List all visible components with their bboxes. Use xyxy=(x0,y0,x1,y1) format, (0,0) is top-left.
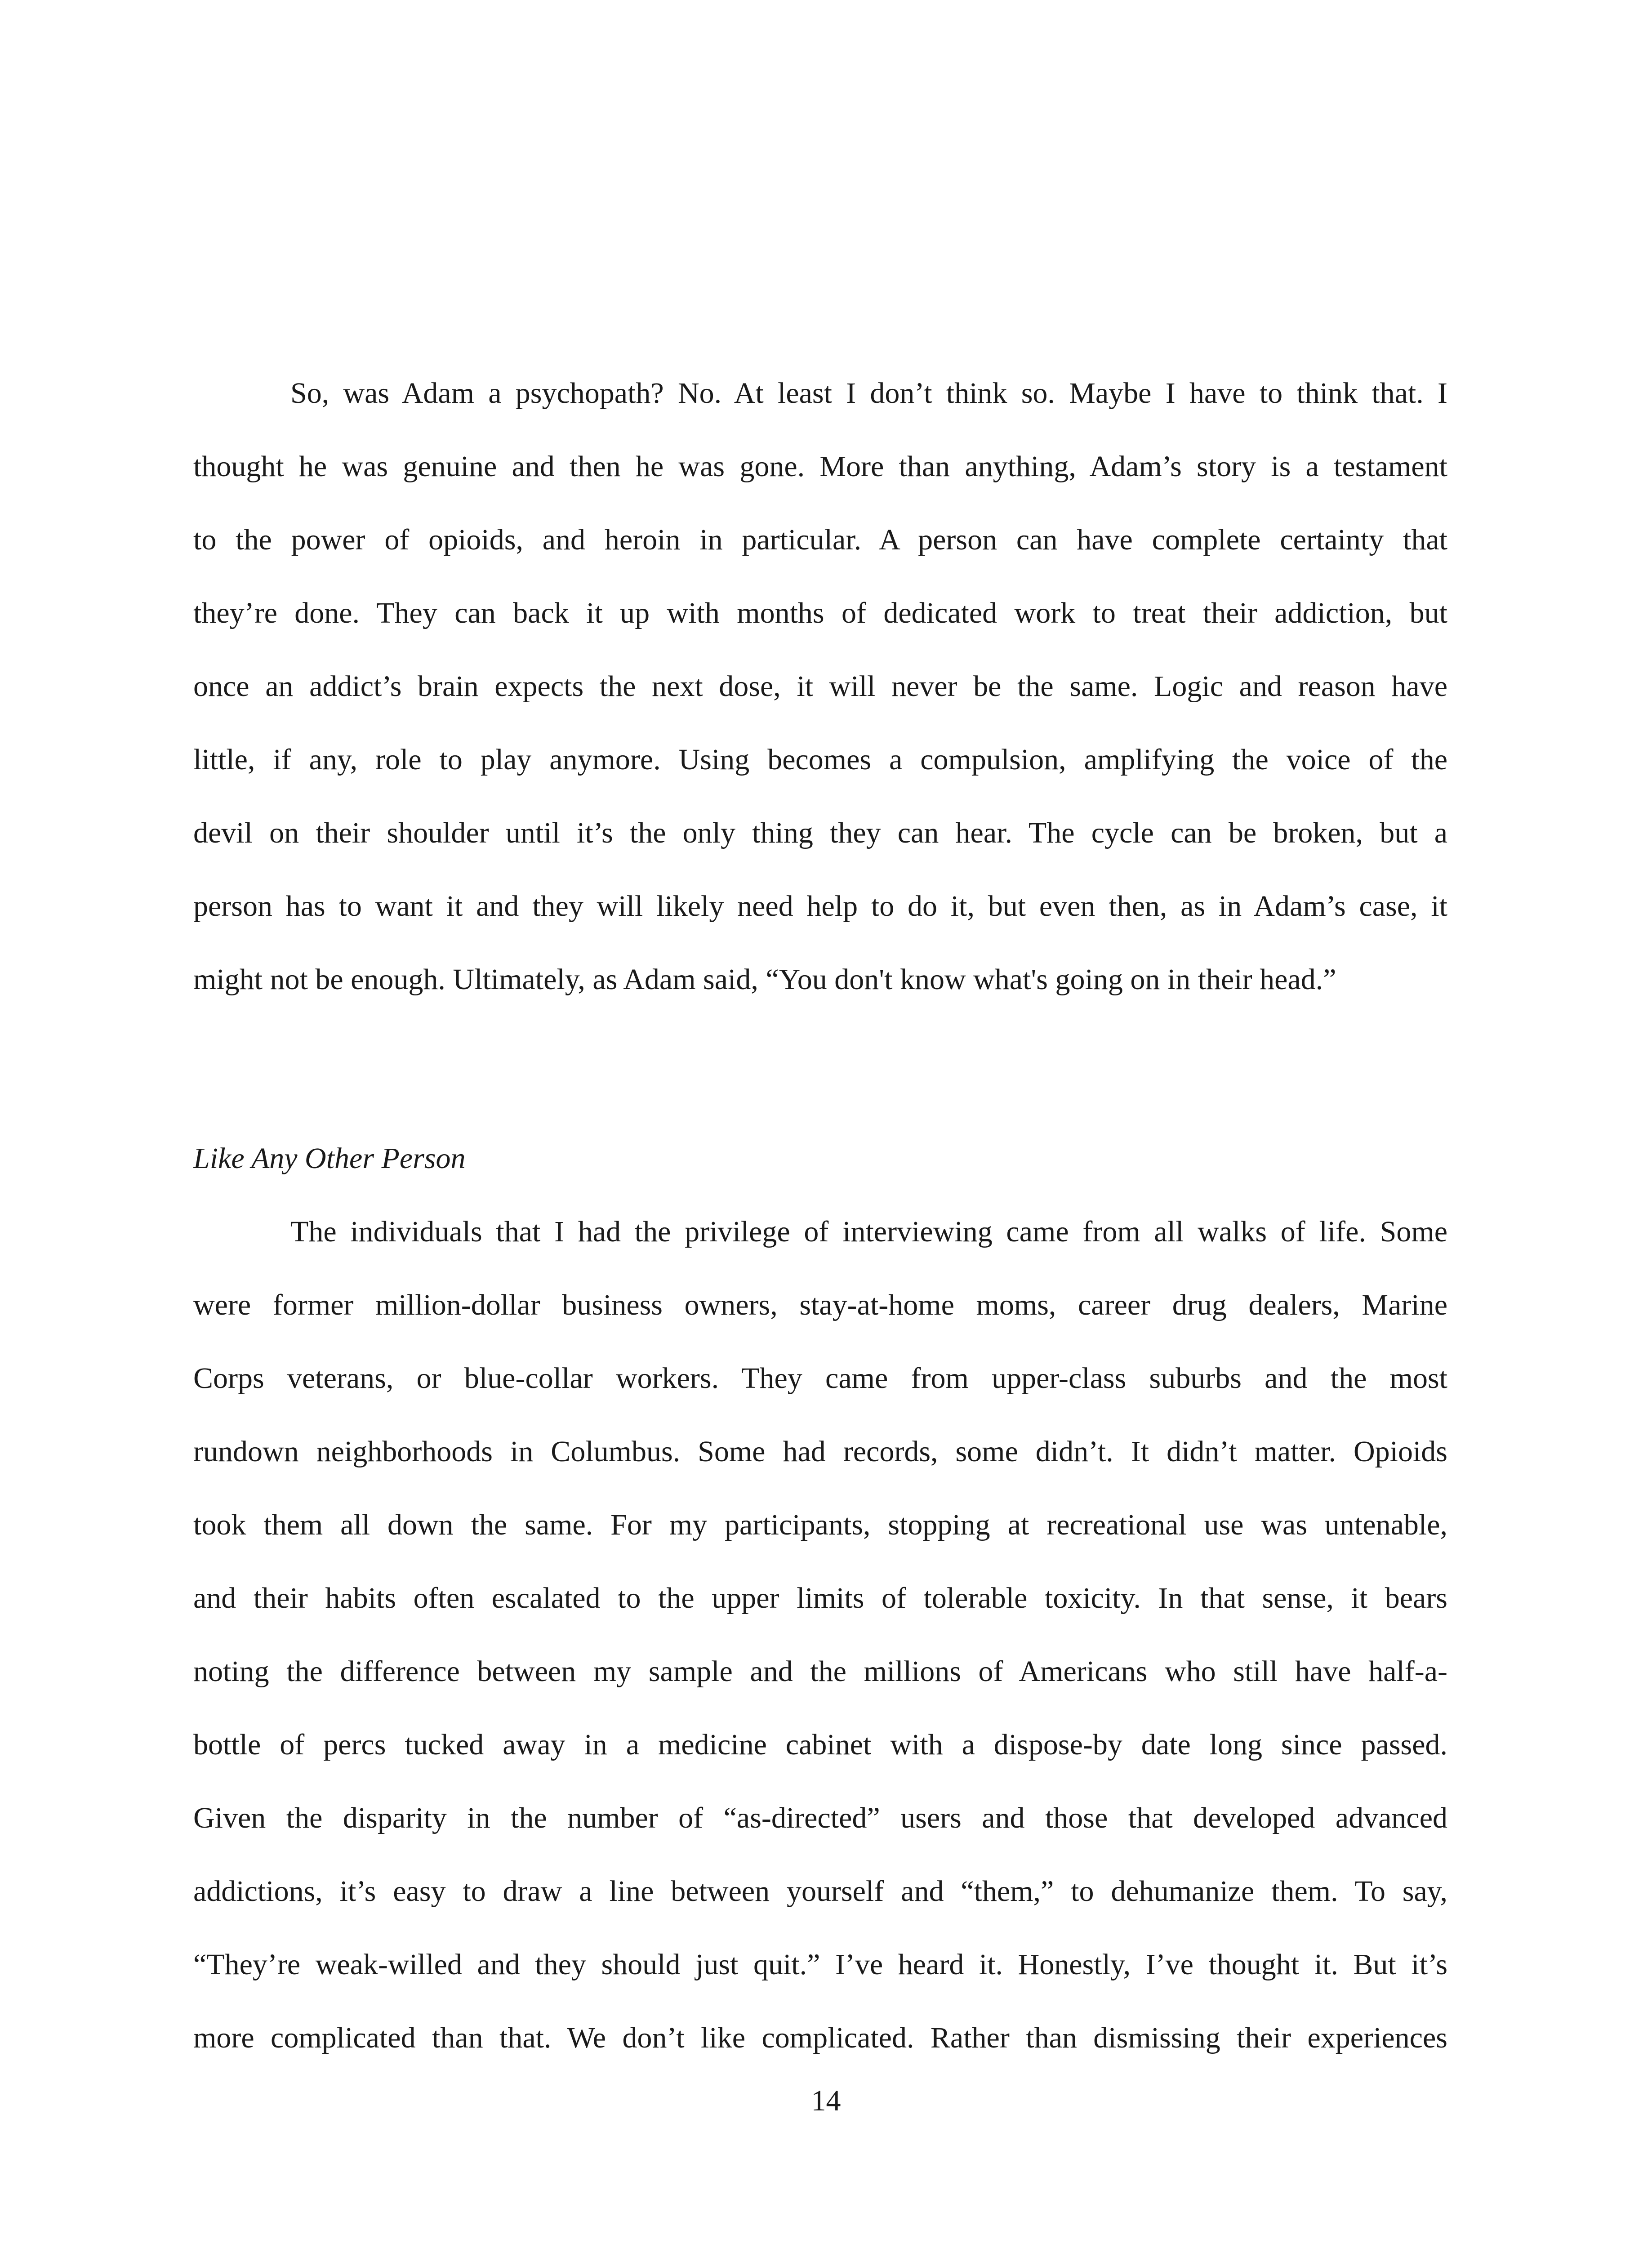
paragraph-line: they’re done. They can back it up with months of dedicated work to treat their addiction, but xyxy=(193,597,1447,629)
paragraph-like-any-other-person xyxy=(193,1195,1447,2074)
page-number: 14 xyxy=(811,2084,841,2117)
paragraph-line: person has to want it and they will likely need help to do it, but even then, as in Adam’s case, it xyxy=(193,890,1447,923)
paragraph-line: addictions, it’s easy to draw a line between yourself and “them,” to dehumanize them. To say, xyxy=(193,1875,1447,1908)
paragraph-line: So, was Adam a psychopath? No. At least I don’t think so. Maybe I have to think that. I xyxy=(290,377,1447,410)
paragraph-line: “They’re weak-willed and they should just quit.” I’ve heard it. Honestly, I’ve thought it. But it’s xyxy=(193,1948,1447,1981)
paragraph-line: bottle of percs tucked away in a medicine cabinet with a dispose-by date long since passed. xyxy=(193,1728,1447,1761)
paragraph-line: Corps veterans, or blue-collar workers. They came from upper-class suburbs and the most xyxy=(193,1362,1447,1395)
paragraph-line: thought he was genuine and then he was gone. More than anything, Adam’s story is a testament xyxy=(193,450,1447,483)
paragraph-line: The individuals that I had the privilege of interviewing came from all walks of life. Some xyxy=(290,1215,1447,1248)
paragraph-line: devil on their shoulder until it’s the only thing they can hear. The cycle can be broken, but a xyxy=(193,816,1447,849)
paragraph-line: more complicated than that. We don’t like complicated. Rather than dismissing their experiences xyxy=(193,2021,1447,2054)
paragraph-line: might not be enough. Ultimately, as Adam said, “You don't know what's going on in their head.” xyxy=(193,963,1336,996)
paragraph-line: rundown neighborhoods in Columbus. Some had records, some didn’t. It didn’t matter. Opioids xyxy=(193,1435,1447,1468)
paragraph-line: Given the disparity in the number of “as-directed” users and those that developed advanced xyxy=(193,1802,1447,1834)
paragraph-line: took them all down the same. For my participants, stopping at recreational use was untenable, xyxy=(193,1508,1447,1541)
paragraph-line: to the power of opioids, and heroin in particular. A person can have complete certainty that xyxy=(193,523,1447,556)
paragraph-line: little, if any, role to play anymore. Using becomes a compulsion, amplifying the voice of the xyxy=(193,743,1447,776)
paragraph-line: were former million-dollar business owners, stay-at-home moms, career drug dealers, Marine xyxy=(193,1289,1447,1321)
paragraph-line: noting the difference between my sample and the millions of Americans who still have half-a- xyxy=(193,1655,1447,1688)
paragraph-line: once an addict’s brain expects the next dose, it will never be the same. Logic and reason have xyxy=(193,670,1447,703)
paragraph-line: and their habits often escalated to the upper limits of tolerable toxicity. In that sense, it bears xyxy=(193,1582,1447,1615)
section-heading: Like Any Other Person xyxy=(193,1142,466,1175)
paragraph-adam-conclusion xyxy=(193,357,1447,1016)
